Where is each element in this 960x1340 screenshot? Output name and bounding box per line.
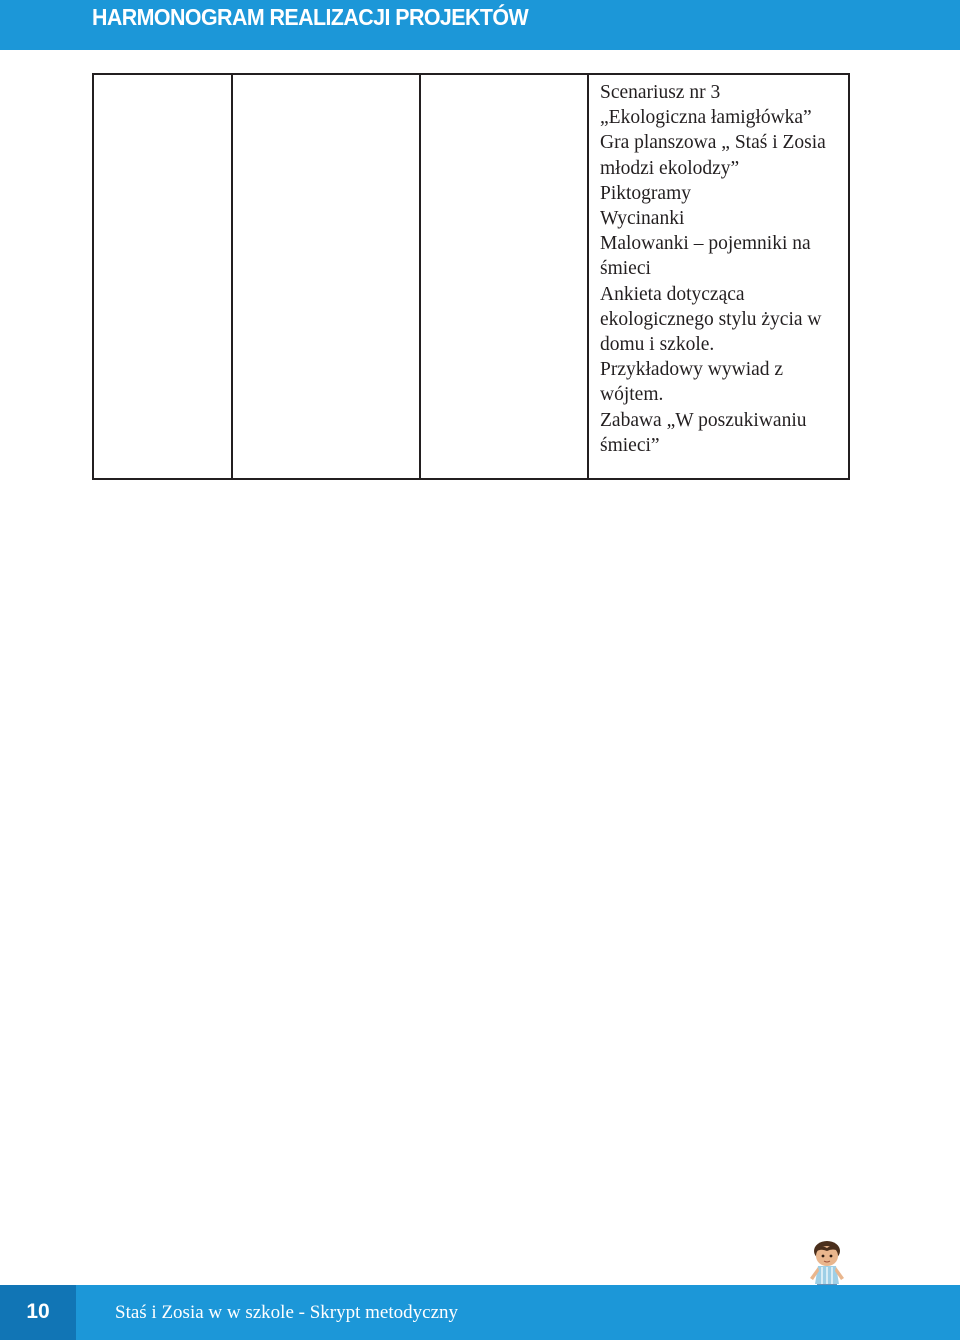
list-item: Ankieta dotycząca	[600, 283, 745, 305]
table-cell-2	[232, 74, 420, 479]
list-item: Piktogramy	[600, 182, 691, 204]
list-item: Zabawa „W poszukiwaniu	[600, 409, 807, 431]
list-item: Malowanki – pojemniki na	[600, 233, 811, 255]
header-bar	[0, 0, 960, 50]
footer-title: Staś i Zosia w w szkole - Skrypt metodyczny	[115, 1302, 459, 1323]
schedule-table	[92, 73, 850, 480]
page-number: 10	[26, 1300, 50, 1323]
list-item: Wycinanki	[600, 208, 685, 230]
table-cell-3	[420, 74, 588, 479]
page-number-box	[0, 1285, 76, 1340]
list-item: domu i szkole.	[600, 334, 715, 356]
list-item: Gra planszowa „ Staś i Zosia	[600, 132, 826, 154]
table-cell-activities	[588, 74, 849, 479]
list-item: ekologicznego stylu życia w	[600, 308, 822, 330]
activity-list	[589, 75, 848, 458]
list-item: wójtem.	[600, 384, 664, 406]
table-row	[93, 74, 849, 479]
list-item: „Ekologiczna łamigłówka”	[600, 107, 812, 129]
table-cell-1	[93, 74, 232, 479]
page-title: HARMONOGRAM REALIZACJI PROJEKTÓW	[92, 4, 529, 30]
list-item: śmieci	[600, 258, 651, 280]
footer-bar	[0, 1285, 960, 1340]
list-item: śmieci”	[600, 434, 660, 456]
list-item: Scenariusz nr 3	[600, 82, 721, 103]
list-item: Przykładowy wywiad z	[600, 359, 784, 381]
list-item: młodzi ekolodzy”	[600, 157, 740, 179]
